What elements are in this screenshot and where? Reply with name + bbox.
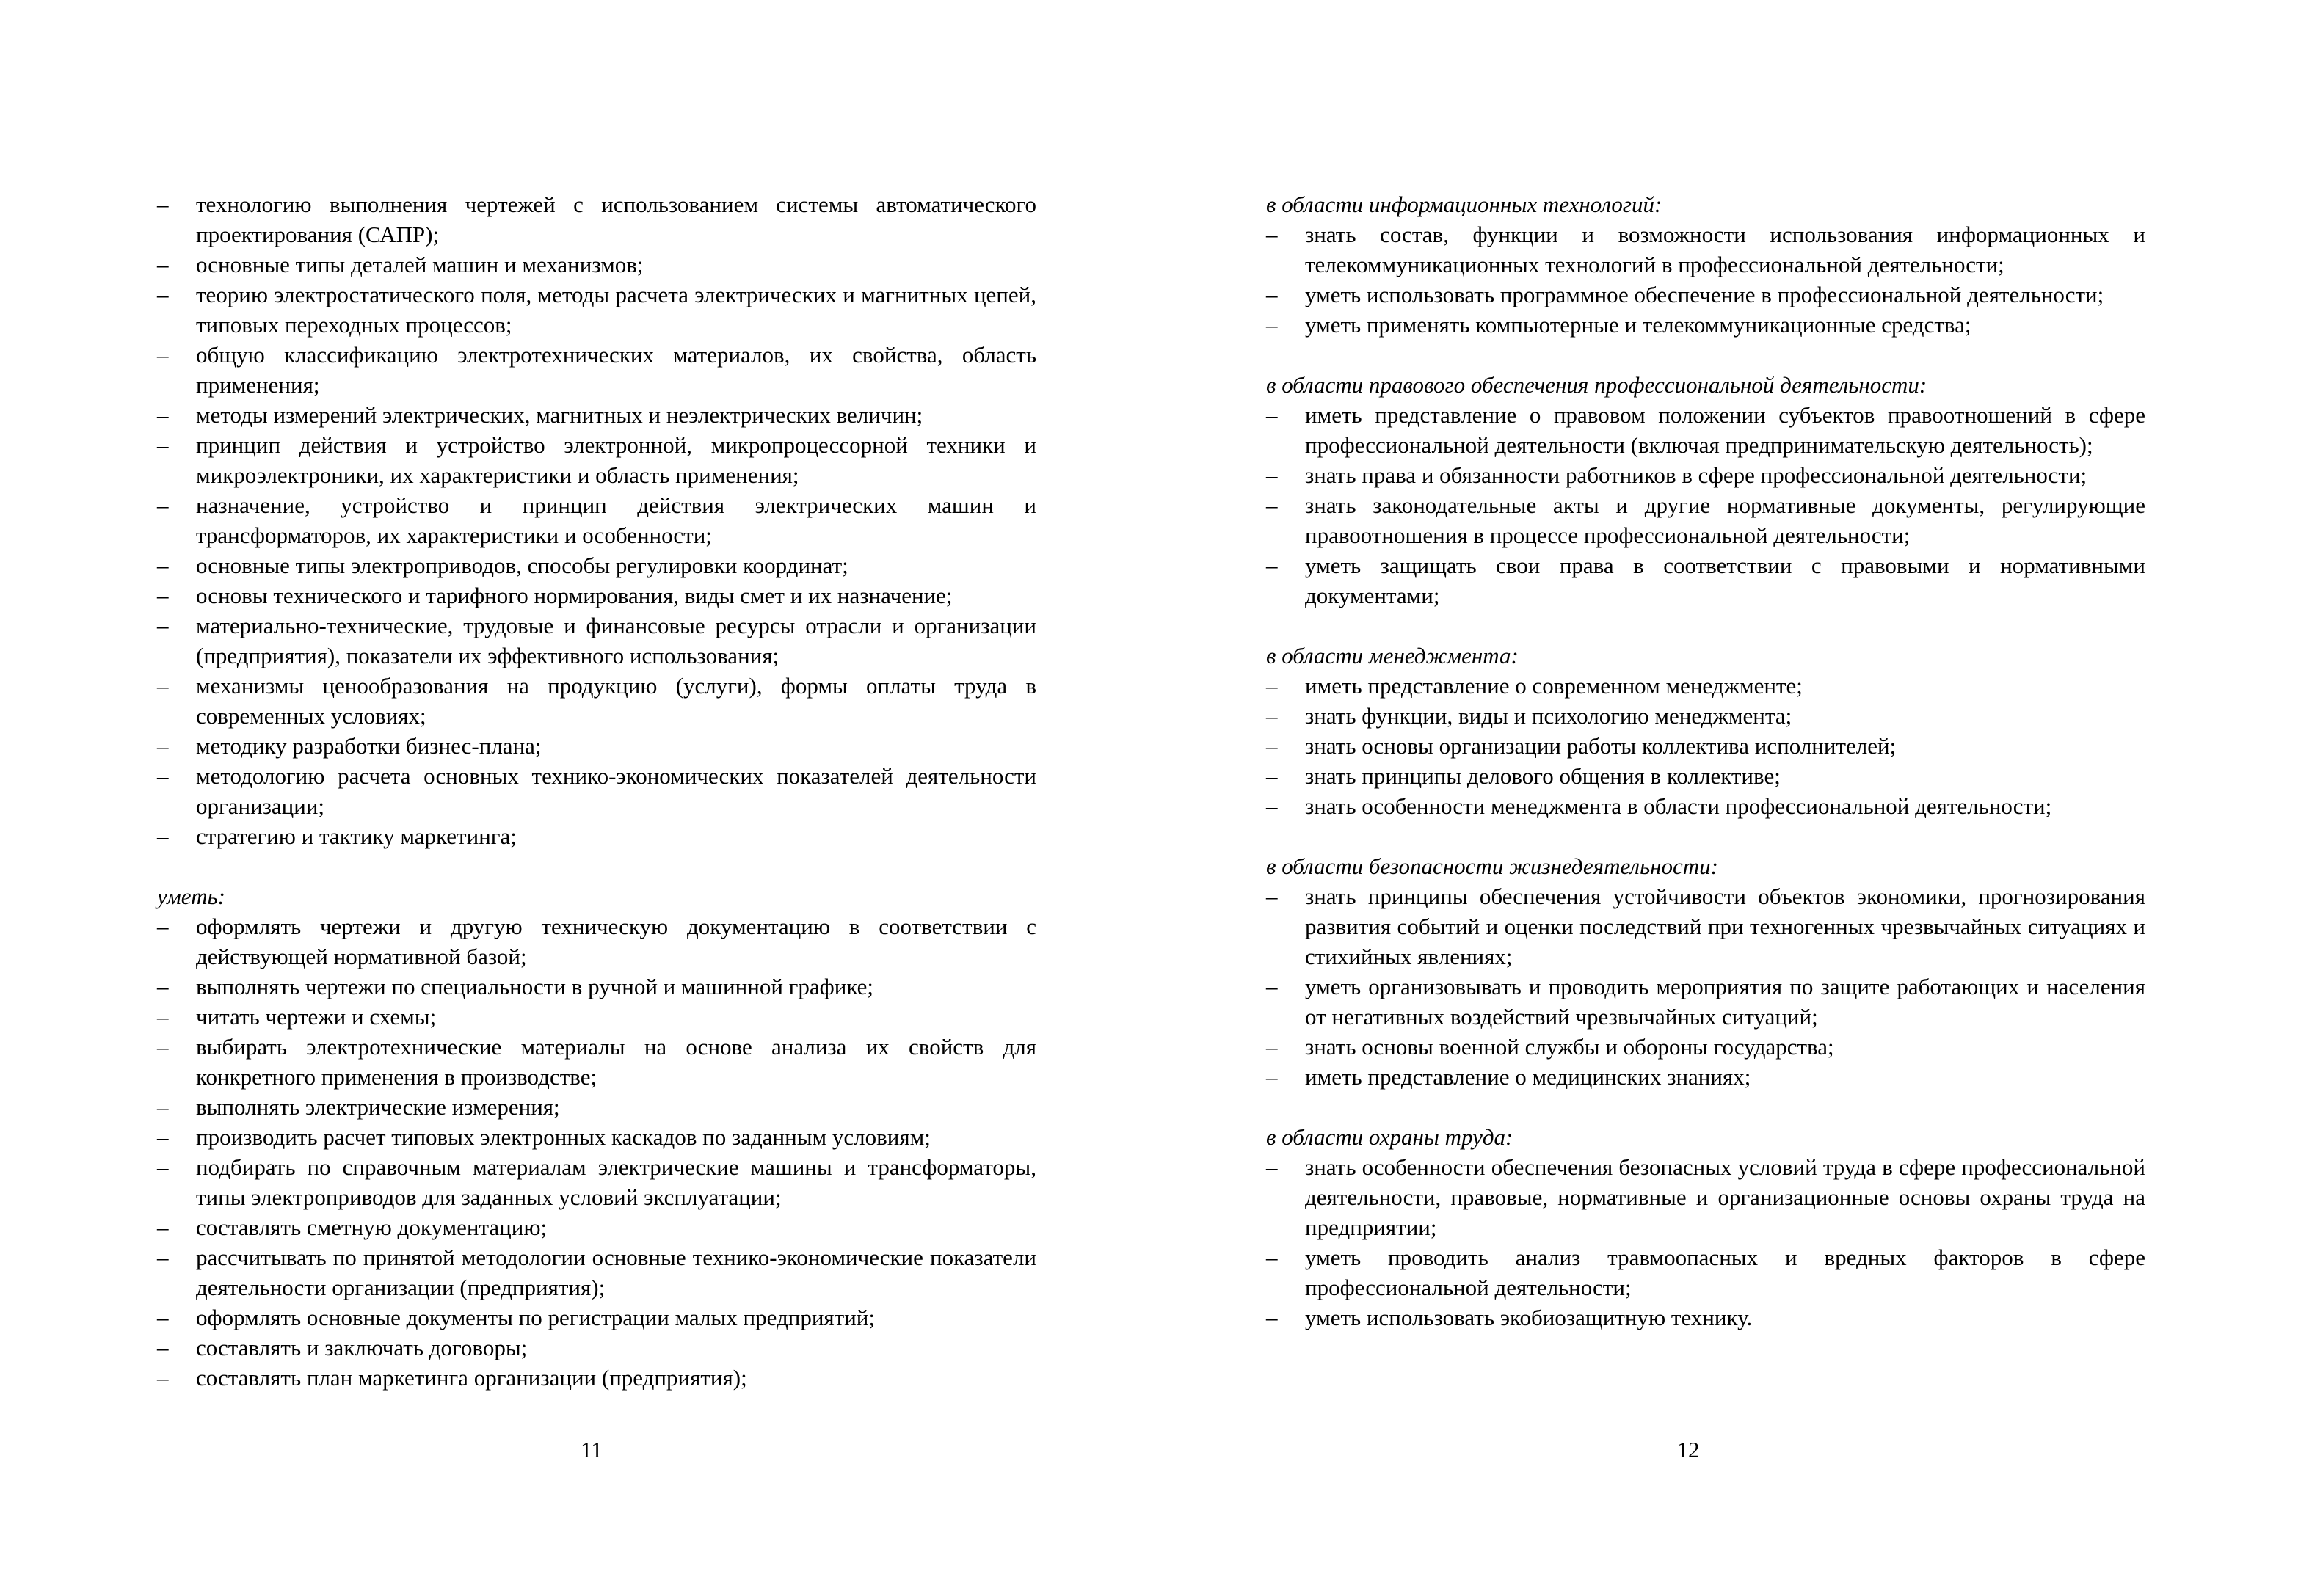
section-heading: в области менеджмента: bbox=[1266, 643, 1519, 668]
list-item bbox=[157, 1092, 1036, 1122]
list-item-text: принцип действия и устройство электронной, микропроцессорной техники и микроэлектроники, их характеристики и область применения; bbox=[196, 432, 1036, 488]
list-item bbox=[157, 490, 1036, 550]
section-gap bbox=[157, 851, 1036, 881]
list-item-text: знать принципы делового общения в коллективе; bbox=[1305, 763, 1781, 789]
list-item-text: основные типы электроприводов, способы регулировки координат; bbox=[196, 553, 848, 578]
list-item-text: уметь организовывать и проводить мероприятия по защите работающих и населения от негативных воздействий чрезвычайных ситуаций; bbox=[1305, 974, 2145, 1030]
list-item-text: назначение, устройство и принцип действия электрических машин и трансформаторов, их характеристики и особенности; bbox=[196, 492, 1036, 548]
list-item-text: методы измерений электрических, магнитных и неэлектрических величин; bbox=[196, 402, 923, 428]
list-item-text: знать права и обязанности работников в сфере профессиональной деятельности; bbox=[1305, 462, 2087, 488]
section-gap bbox=[1266, 340, 2145, 370]
dash-marker: – bbox=[157, 1004, 169, 1030]
dash-marker: – bbox=[157, 1124, 169, 1150]
list-item-text: знать состав, функции и возможности использования информационных и телекоммуникационных технологий в профессиональной деятельности; bbox=[1305, 222, 2145, 277]
dash-marker: – bbox=[157, 1154, 169, 1180]
left-column bbox=[157, 189, 1036, 1393]
list-item-text: методологию расчета основных технико-экономических показателей деятельности организации; bbox=[196, 763, 1036, 819]
list-item bbox=[1266, 460, 2145, 490]
list-item bbox=[157, 1212, 1036, 1242]
list-item bbox=[157, 550, 1036, 580]
list-item-text: оформлять чертежи и другую техническую документацию в соответствии с действующей нормативной базой; bbox=[196, 914, 1036, 969]
dash-marker: – bbox=[1266, 1154, 1278, 1180]
knowledge-list bbox=[157, 189, 1036, 851]
list-item bbox=[1266, 972, 2145, 1032]
list-item bbox=[1266, 671, 2145, 701]
section-heading-skills: уметь: bbox=[157, 883, 225, 909]
section-list bbox=[1266, 400, 2145, 611]
dash-marker: – bbox=[157, 914, 169, 939]
list-item-text: уметь защищать свои права в соответствии с правовыми и нормативными документами; bbox=[1305, 553, 2145, 608]
dash-marker: – bbox=[1266, 703, 1278, 729]
dash-marker: – bbox=[157, 613, 169, 638]
list-item bbox=[157, 1333, 1036, 1363]
section-heading: в области информационных технологий: bbox=[1266, 192, 1662, 217]
dash-marker: – bbox=[157, 1094, 169, 1120]
dash-marker: – bbox=[1266, 1034, 1278, 1060]
list-item-text: иметь представление о медицинских знаниях; bbox=[1305, 1064, 1751, 1090]
dash-marker: – bbox=[157, 1034, 169, 1060]
list-item-text: механизмы ценообразования на продукцию (услуги), формы оплаты труда в современных условиях; bbox=[196, 673, 1036, 729]
dash-marker: – bbox=[1266, 1305, 1278, 1330]
list-item bbox=[1266, 490, 2145, 550]
dash-marker: – bbox=[157, 823, 169, 849]
list-item-text: уметь использовать программное обеспечение в профессиональной деятельности; bbox=[1305, 282, 2104, 307]
list-item bbox=[1266, 1062, 2145, 1092]
list-item bbox=[1266, 310, 2145, 340]
list-item bbox=[157, 1122, 1036, 1152]
section-heading: в области охраны труда: bbox=[1266, 1124, 1513, 1150]
list-item-text: уметь использовать экобиозащитную технику. bbox=[1305, 1305, 1753, 1330]
dash-marker: – bbox=[157, 1245, 169, 1270]
dash-marker: – bbox=[1266, 312, 1278, 338]
list-item-text: иметь представление о правовом положении субъектов правоотношений в сфере профессиональной деятельности (включая предпринимательскую деятельность); bbox=[1305, 402, 2145, 458]
skills-list bbox=[157, 911, 1036, 1393]
list-item bbox=[157, 1363, 1036, 1393]
list-item bbox=[1266, 219, 2145, 280]
list-item bbox=[157, 430, 1036, 490]
list-item bbox=[157, 611, 1036, 671]
dash-marker: – bbox=[157, 1335, 169, 1360]
list-item bbox=[1266, 1032, 2145, 1062]
dash-marker: – bbox=[1266, 673, 1278, 699]
list-item-text: рассчитывать по принятой методологии основные технико-экономические показатели деятельности организации (предприятия); bbox=[196, 1245, 1036, 1300]
dash-marker: – bbox=[157, 1214, 169, 1240]
dash-marker: – bbox=[1266, 1245, 1278, 1270]
list-item-text: основные типы деталей машин и механизмов; bbox=[196, 252, 644, 277]
list-item bbox=[157, 972, 1036, 1002]
dash-marker: – bbox=[157, 974, 169, 999]
section-list bbox=[1266, 671, 2145, 821]
section-list bbox=[1266, 881, 2145, 1092]
list-item-text: уметь проводить анализ травмоопасных и вредных факторов в сфере профессиональной деятельности; bbox=[1305, 1245, 2145, 1300]
list-item-text: выбирать электротехнические материалы на основе анализа их свойств для конкретного применения в производстве; bbox=[196, 1034, 1036, 1090]
dash-marker: – bbox=[1266, 282, 1278, 307]
dash-marker: – bbox=[157, 432, 169, 458]
list-item bbox=[157, 400, 1036, 430]
dash-marker: – bbox=[157, 342, 169, 368]
list-item bbox=[157, 340, 1036, 400]
list-item-text: знать основы организации работы коллектива исполнителей; bbox=[1305, 733, 1897, 759]
list-item bbox=[1266, 791, 2145, 821]
dash-marker: – bbox=[1266, 1064, 1278, 1090]
list-item bbox=[157, 911, 1036, 972]
list-item bbox=[157, 1302, 1036, 1333]
page-number: 11 bbox=[581, 1437, 603, 1462]
list-item-text: стратегию и тактику маркетинга; bbox=[196, 823, 517, 849]
list-item bbox=[1266, 701, 2145, 731]
dash-marker: – bbox=[1266, 553, 1278, 578]
list-item bbox=[157, 1152, 1036, 1212]
list-item-text: производить расчет типовых электронных каскадов по заданным условиям; bbox=[196, 1124, 931, 1150]
section-heading: в области безопасности жизнедеятельности: bbox=[1266, 853, 1718, 879]
list-item-text: знать законодательные акты и другие нормативные документы, регулирующие правоотношения в процессе профессиональной деятельности; bbox=[1305, 492, 2145, 548]
dash-marker: – bbox=[157, 1365, 169, 1391]
list-item bbox=[157, 280, 1036, 340]
dash-marker: – bbox=[157, 763, 169, 789]
list-item-text: теорию электростатического поля, методы расчета электрических и магнитных цепей, типовых переходных процессов; bbox=[196, 282, 1036, 338]
list-item-text: знать особенности менеджмента в области профессиональной деятельности; bbox=[1305, 793, 2052, 819]
list-item bbox=[157, 249, 1036, 280]
section-heading: в области правового обеспечения профессиональной деятельности: bbox=[1266, 372, 1927, 398]
list-item-text: технологию выполнения чертежей с использованием системы автоматического проектирования (САПР); bbox=[196, 192, 1036, 247]
dash-marker: – bbox=[1266, 462, 1278, 488]
list-item bbox=[157, 821, 1036, 851]
dash-marker: – bbox=[157, 553, 169, 578]
dash-marker: – bbox=[157, 192, 169, 217]
dash-marker: – bbox=[1266, 793, 1278, 819]
list-item bbox=[157, 671, 1036, 731]
dash-marker: – bbox=[1266, 763, 1278, 789]
list-item bbox=[1266, 1152, 2145, 1242]
list-item bbox=[157, 761, 1036, 821]
list-item bbox=[1266, 1302, 2145, 1333]
dash-marker: – bbox=[1266, 733, 1278, 759]
list-item-text: уметь применять компьютерные и телекоммуникационные средства; bbox=[1305, 312, 1971, 338]
list-item bbox=[157, 1032, 1036, 1092]
dash-marker: – bbox=[157, 282, 169, 307]
list-item bbox=[1266, 1242, 2145, 1302]
list-item-text: методику разработки бизнес-плана; bbox=[196, 733, 542, 759]
list-item-text: знать особенности обеспечения безопасных условий труда в сфере профессиональной деятельности, правовые, нормативные и организационные основы охраны труда на предприятии; bbox=[1305, 1154, 2145, 1240]
dash-marker: – bbox=[157, 1305, 169, 1330]
list-item bbox=[1266, 731, 2145, 761]
section-gap bbox=[1266, 1092, 2145, 1122]
dash-marker: – bbox=[1266, 883, 1278, 909]
section-list bbox=[1266, 219, 2145, 340]
list-item-text: общую классификацию электротехнических материалов, их свойства, область применения; bbox=[196, 342, 1036, 398]
list-item-text: читать чертежи и схемы; bbox=[196, 1004, 437, 1030]
list-item-text: составлять план маркетинга организации (предприятия); bbox=[196, 1365, 747, 1391]
list-item-text: составлять и заключать договоры; bbox=[196, 1335, 528, 1360]
list-item-text: знать принципы обеспечения устойчивости объектов экономики, прогнозирования развития событий и оценки последствий при техногенных чрезвычайных ситуациях и стихийных явлениях; bbox=[1305, 883, 2145, 969]
list-item-text: выполнять чертежи по специальности в ручной и машинной графике; bbox=[196, 974, 873, 999]
list-item bbox=[157, 189, 1036, 249]
list-item-text: материально-технические, трудовые и финансовые ресурсы отрасли и организации (предприятия), показатели их эффективного использования; bbox=[196, 613, 1036, 668]
dash-marker: – bbox=[157, 583, 169, 608]
list-item bbox=[1266, 761, 2145, 791]
list-item-text: оформлять основные документы по регистрации малых предприятий; bbox=[196, 1305, 876, 1330]
dash-marker: – bbox=[1266, 974, 1278, 999]
list-item bbox=[1266, 280, 2145, 310]
right-page bbox=[1156, 0, 2312, 1596]
page-number: 12 bbox=[1676, 1437, 1700, 1462]
dash-marker: – bbox=[1266, 402, 1278, 428]
right-column bbox=[1266, 189, 2145, 1333]
list-item bbox=[157, 1002, 1036, 1032]
section-gap bbox=[1266, 611, 2145, 641]
dash-marker: – bbox=[157, 252, 169, 277]
dash-marker: – bbox=[157, 492, 169, 518]
list-item-text: подбирать по справочным материалам электрические машины и трансформаторы, типы электроприводов для заданных условий эксплуатации; bbox=[196, 1154, 1036, 1210]
dash-marker: – bbox=[1266, 222, 1278, 247]
list-item-text: составлять сметную документацию; bbox=[196, 1214, 548, 1240]
list-item bbox=[1266, 550, 2145, 611]
list-item bbox=[157, 1242, 1036, 1302]
list-item bbox=[157, 731, 1036, 761]
list-item-text: иметь представление о современном менеджменте; bbox=[1305, 673, 1803, 699]
section-gap bbox=[1266, 821, 2145, 851]
dash-marker: – bbox=[157, 733, 169, 759]
list-item-text: выполнять электрические измерения; bbox=[196, 1094, 560, 1120]
dash-marker: – bbox=[1266, 492, 1278, 518]
list-item-text: основы технического и тарифного нормирования, виды смет и их назначение; bbox=[196, 583, 953, 608]
dash-marker: – bbox=[157, 673, 169, 699]
list-item-text: знать функции, виды и психологию менеджмента; bbox=[1305, 703, 1792, 729]
list-item bbox=[1266, 881, 2145, 972]
list-item bbox=[157, 580, 1036, 611]
list-item-text: знать основы военной службы и обороны государства; bbox=[1305, 1034, 1834, 1060]
dash-marker: – bbox=[157, 402, 169, 428]
section-list bbox=[1266, 1152, 2145, 1333]
list-item bbox=[1266, 400, 2145, 460]
